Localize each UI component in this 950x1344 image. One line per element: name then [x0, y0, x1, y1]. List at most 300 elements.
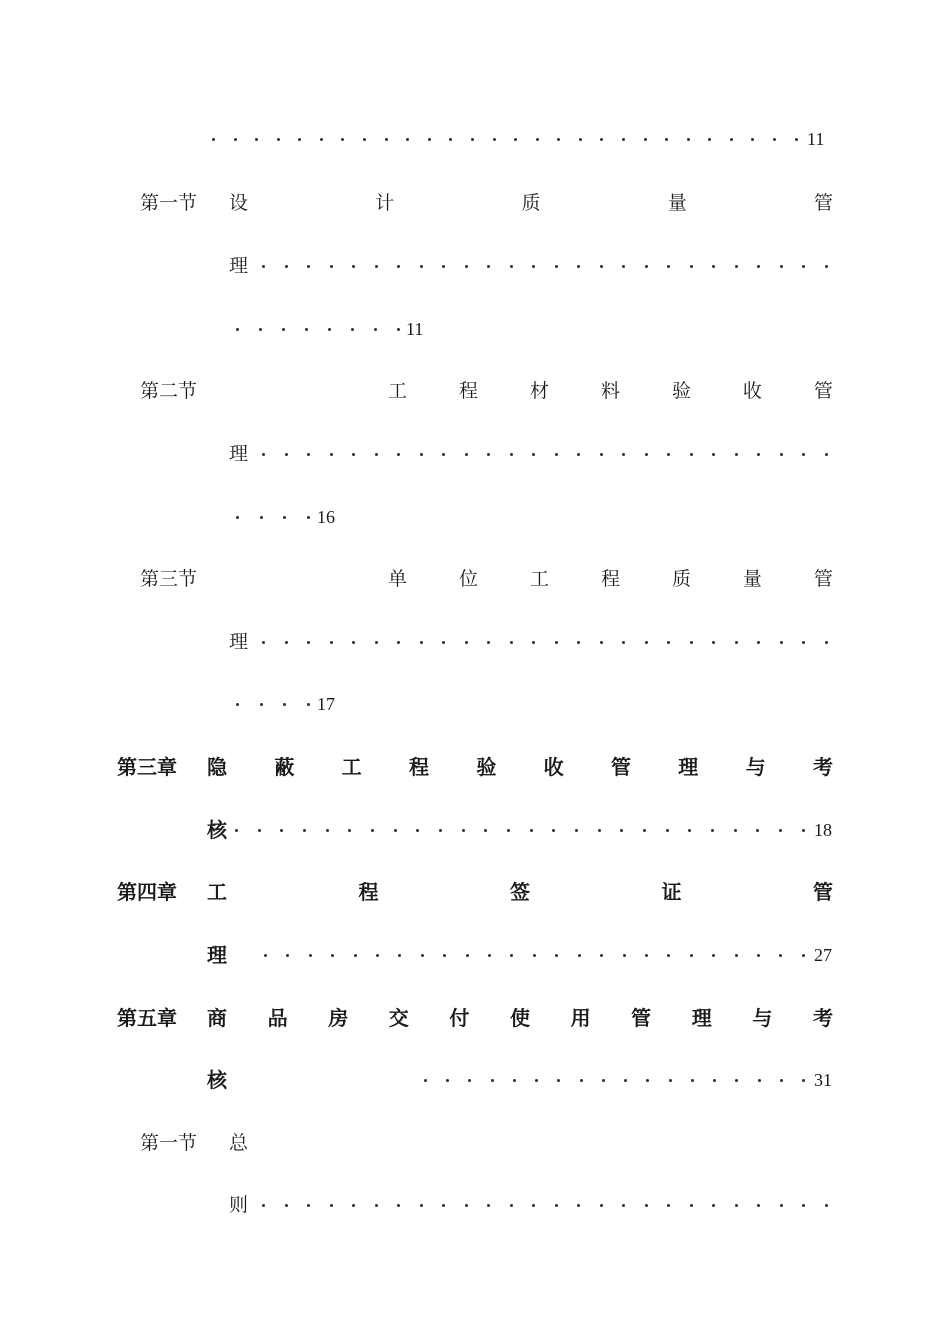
leader-dot	[688, 829, 691, 832]
page-number: 18	[814, 820, 832, 840]
title-continuation: 理	[207, 943, 227, 967]
leader-dot	[645, 453, 648, 456]
leader-dot	[442, 453, 445, 456]
title-char: 设	[229, 192, 249, 214]
leader-dot	[780, 1079, 783, 1082]
title-char: 料	[600, 380, 620, 402]
title-continuation: 核	[207, 1068, 227, 1092]
leader-dot	[493, 138, 496, 141]
leader-dot	[420, 453, 423, 456]
leader-dot	[622, 265, 625, 268]
leader-dot	[309, 954, 312, 957]
title-char: 位	[458, 568, 478, 590]
leader-dot	[376, 954, 379, 957]
leader-dot	[802, 265, 805, 268]
page-number: 31	[814, 1070, 832, 1090]
leader-dot	[690, 954, 693, 957]
leader-dot	[449, 138, 452, 141]
leader-dot	[487, 1204, 490, 1207]
page-number: 27	[814, 945, 832, 965]
leader-dot	[579, 138, 582, 141]
leader-dot	[666, 829, 669, 832]
title-char: 商	[207, 1006, 227, 1030]
dot-leader	[424, 1065, 805, 1095]
leader-dot	[577, 1204, 580, 1207]
leader-dot	[259, 328, 262, 331]
leader-dot	[600, 453, 603, 456]
title-char: 程	[458, 380, 478, 402]
leader-dot	[645, 954, 648, 957]
leader-dot	[262, 453, 265, 456]
leader-dot	[667, 265, 670, 268]
leader-dot	[735, 265, 738, 268]
leader-dot	[375, 1204, 378, 1207]
leader-dot	[282, 328, 285, 331]
title-char: 蔽	[274, 755, 295, 779]
leader-dot	[802, 641, 805, 644]
leader-dot	[598, 829, 601, 832]
title-char: 单	[388, 568, 408, 590]
leader-dot	[645, 1204, 648, 1207]
leader-dot	[262, 641, 265, 644]
title-char: 质	[521, 192, 541, 214]
leader-dot	[758, 1079, 761, 1082]
leader-dot	[442, 265, 445, 268]
leader-dot	[578, 954, 581, 957]
leader-dot	[307, 516, 310, 519]
leader-dot	[643, 829, 646, 832]
leader-dot	[421, 954, 424, 957]
leader-dot	[416, 829, 419, 832]
leader-dot	[446, 1079, 449, 1082]
title-char: 管	[813, 192, 833, 214]
leader-dot	[462, 829, 465, 832]
title-char: 验	[671, 380, 691, 402]
leader-dot	[352, 265, 355, 268]
leader-dot	[665, 138, 668, 141]
leader-dot	[286, 954, 289, 957]
leader-dot	[555, 1204, 558, 1207]
leader-dot	[234, 138, 237, 141]
leader-dot	[420, 1204, 423, 1207]
chapter-title	[207, 752, 833, 782]
title-char: 材	[529, 380, 549, 402]
chapter-label: 第三章	[117, 755, 177, 779]
leader-dot	[580, 1079, 583, 1082]
dot-leader	[212, 124, 798, 154]
leader-dot	[255, 138, 258, 141]
leader-dot	[491, 1079, 494, 1082]
title-char: 质	[671, 568, 691, 590]
leader-dot	[212, 138, 215, 141]
title-char: 与	[745, 755, 766, 779]
title-char: 与	[752, 1006, 773, 1030]
leader-dot	[465, 265, 468, 268]
leader-dot	[260, 703, 263, 706]
leader-dot	[348, 829, 351, 832]
title-char: 管	[813, 380, 833, 402]
leader-dot	[280, 829, 283, 832]
leader-dot	[623, 954, 626, 957]
leader-dot	[330, 265, 333, 268]
leader-dot	[535, 1079, 538, 1082]
title-char: 量	[742, 568, 762, 590]
section-title	[229, 188, 833, 218]
leader-dot	[802, 1079, 805, 1082]
leader-dot	[600, 954, 603, 957]
leader-dot	[307, 453, 310, 456]
title-char: 考	[812, 755, 833, 779]
dot-leader	[262, 627, 828, 657]
leader-dot	[530, 829, 533, 832]
leader-dot	[510, 954, 513, 957]
section-title-char: 总	[229, 1132, 249, 1154]
leader-dot	[374, 328, 377, 331]
leader-dot	[735, 1079, 738, 1082]
section-label: 第一节	[140, 1132, 198, 1154]
title-char: 工	[341, 755, 362, 779]
title-continuation: 理	[229, 443, 249, 465]
leader-dot	[735, 641, 738, 644]
title-char: 管	[813, 880, 833, 904]
dot-leader	[236, 502, 310, 532]
leader-dot	[825, 641, 828, 644]
leader-dot	[283, 516, 286, 519]
leader-dot	[262, 1204, 265, 1207]
leader-dot	[600, 265, 603, 268]
leader-dot	[375, 641, 378, 644]
title-char: 收	[543, 755, 564, 779]
leader-dot	[326, 829, 329, 832]
chapter-label: 第五章	[117, 1006, 177, 1030]
leader-dot	[420, 265, 423, 268]
leader-dot	[600, 641, 603, 644]
leader-dot	[487, 641, 490, 644]
leader-dot	[667, 954, 670, 957]
leader-dot	[690, 265, 693, 268]
leader-dot	[622, 641, 625, 644]
leader-dot	[646, 1079, 649, 1082]
leader-dot	[712, 954, 715, 957]
leader-dot	[757, 453, 760, 456]
section-label: 第三节	[140, 568, 198, 590]
leader-dot	[600, 138, 603, 141]
leader-dot	[406, 138, 409, 141]
leader-dot	[773, 138, 776, 141]
leader-dot	[757, 265, 760, 268]
title-char: 证	[661, 880, 682, 904]
leader-dot	[442, 1204, 445, 1207]
section-title	[388, 564, 833, 594]
leader-dot	[330, 641, 333, 644]
leader-dot	[756, 829, 759, 832]
leader-dot	[645, 641, 648, 644]
leader-dot	[825, 265, 828, 268]
title-char: 付	[449, 1006, 470, 1030]
page-number: 11	[807, 129, 825, 149]
title-char: 管	[610, 755, 631, 779]
leader-dot	[424, 1079, 427, 1082]
title-char: 验	[476, 755, 497, 779]
leader-dot	[795, 138, 798, 141]
leader-dot	[439, 829, 442, 832]
leader-dot	[690, 641, 693, 644]
title-char: 房	[328, 1006, 349, 1030]
section-title	[388, 376, 833, 406]
leader-dot	[802, 829, 805, 832]
page-number: 17	[317, 694, 335, 714]
title-char: 工	[388, 380, 408, 402]
leader-dot	[260, 516, 263, 519]
dot-leader	[264, 940, 805, 970]
leader-dot	[262, 265, 265, 268]
leader-dot	[532, 641, 535, 644]
title-char: 考	[812, 1006, 833, 1030]
leader-dot	[779, 829, 782, 832]
title-char: 理	[678, 755, 699, 779]
leader-dot	[283, 703, 286, 706]
leader-dot	[751, 138, 754, 141]
leader-dot	[624, 1079, 627, 1082]
leader-dot	[712, 641, 715, 644]
leader-dot	[555, 265, 558, 268]
leader-dot	[825, 1204, 828, 1207]
leader-dot	[371, 829, 374, 832]
leader-dot	[352, 453, 355, 456]
leader-dot	[730, 138, 733, 141]
title-continuation: 核	[207, 818, 227, 842]
leader-dot	[802, 954, 805, 957]
leader-dot	[285, 453, 288, 456]
leader-dot	[351, 328, 354, 331]
dot-leader	[262, 1190, 828, 1220]
leader-dot	[711, 829, 714, 832]
leader-dot	[352, 1204, 355, 1207]
leader-dot	[375, 453, 378, 456]
title-char: 签	[510, 880, 530, 904]
title-char: 程	[358, 880, 379, 904]
title-continuation: 则	[229, 1194, 249, 1216]
leader-dot	[398, 954, 401, 957]
leader-dot	[802, 1204, 805, 1207]
title-char: 计	[375, 192, 395, 214]
leader-dot	[285, 265, 288, 268]
leader-dot	[487, 265, 490, 268]
dot-leader	[262, 439, 828, 469]
leader-dot	[488, 954, 491, 957]
title-char: 量	[667, 192, 687, 214]
leader-dot	[465, 453, 468, 456]
chapter-title	[207, 1003, 833, 1033]
leader-dot	[264, 954, 267, 957]
title-char: 交	[388, 1006, 409, 1030]
leader-dot	[622, 1204, 625, 1207]
leader-dot	[363, 138, 366, 141]
leader-dot	[397, 453, 400, 456]
leader-dot	[667, 641, 670, 644]
leader-dot	[532, 265, 535, 268]
leader-dot	[780, 265, 783, 268]
leader-dot	[307, 641, 310, 644]
title-char: 程	[408, 755, 429, 779]
leader-dot	[442, 641, 445, 644]
leader-dot	[825, 453, 828, 456]
leader-dot	[669, 1079, 672, 1082]
leader-dot	[307, 703, 310, 706]
leader-dot	[687, 138, 690, 141]
leader-dot	[320, 138, 323, 141]
title-char: 收	[742, 380, 762, 402]
page-number: 11	[406, 319, 424, 339]
leader-dot	[712, 453, 715, 456]
title-char: 用	[570, 1006, 591, 1030]
leader-dot	[305, 328, 308, 331]
leader-dot	[735, 1204, 738, 1207]
leader-dot	[644, 138, 647, 141]
leader-dot	[557, 138, 560, 141]
dot-leader	[236, 689, 310, 719]
leader-dot	[235, 829, 238, 832]
title-char: 管	[813, 568, 833, 590]
leader-dot	[307, 1204, 310, 1207]
leader-dot	[397, 1204, 400, 1207]
dot-leader	[262, 251, 828, 281]
leader-dot	[397, 265, 400, 268]
leader-dot	[465, 641, 468, 644]
title-char: 品	[267, 1006, 288, 1030]
leader-dot	[307, 265, 310, 268]
section-label: 第二节	[140, 380, 198, 402]
leader-dot	[330, 453, 333, 456]
title-continuation: 理	[229, 255, 249, 277]
leader-dot	[667, 453, 670, 456]
leader-dot	[466, 954, 469, 957]
leader-dot	[555, 641, 558, 644]
leader-dot	[690, 1204, 693, 1207]
leader-dot	[555, 954, 558, 957]
leader-dot	[757, 641, 760, 644]
leader-dot	[397, 641, 400, 644]
leader-dot	[622, 453, 625, 456]
leader-dot	[577, 453, 580, 456]
leader-dot	[298, 138, 301, 141]
leader-dot	[757, 1204, 760, 1207]
leader-dot	[328, 328, 331, 331]
title-char: 工	[529, 568, 549, 590]
leader-dot	[465, 1204, 468, 1207]
leader-dot	[622, 138, 625, 141]
leader-dot	[514, 138, 517, 141]
leader-dot	[510, 1204, 513, 1207]
leader-dot	[258, 829, 261, 832]
leader-dot	[532, 1204, 535, 1207]
leader-dot	[802, 453, 805, 456]
page-number: 16	[317, 507, 335, 527]
chapter-label: 第四章	[117, 880, 177, 904]
leader-dot	[533, 954, 536, 957]
leader-dot	[735, 954, 738, 957]
leader-dot	[341, 138, 344, 141]
leader-dot	[575, 829, 578, 832]
leader-dot	[557, 1079, 560, 1082]
leader-dot	[510, 641, 513, 644]
section-label: 第一节	[140, 192, 198, 214]
title-char: 程	[600, 568, 620, 590]
leader-dot	[428, 138, 431, 141]
leader-dot	[471, 138, 474, 141]
leader-dot	[468, 1079, 471, 1082]
leader-dot	[236, 516, 239, 519]
leader-dot	[532, 453, 535, 456]
leader-dot	[487, 453, 490, 456]
leader-dot	[385, 138, 388, 141]
leader-dot	[536, 138, 539, 141]
leader-dot	[552, 829, 555, 832]
title-char: 工	[207, 880, 227, 904]
leader-dot	[780, 641, 783, 644]
leader-dot	[375, 265, 378, 268]
leader-dot	[236, 703, 239, 706]
leader-dot	[394, 829, 397, 832]
leader-dot	[600, 1204, 603, 1207]
leader-dot	[236, 328, 239, 331]
leader-dot	[354, 954, 357, 957]
title-char: 使	[509, 1006, 530, 1030]
leader-dot	[712, 1204, 715, 1207]
leader-dot	[510, 265, 513, 268]
title-char: 理	[691, 1006, 712, 1030]
leader-dot	[513, 1079, 516, 1082]
leader-dot	[691, 1079, 694, 1082]
leader-dot	[734, 829, 737, 832]
title-continuation: 理	[229, 631, 249, 653]
chapter-title	[207, 877, 833, 907]
leader-dot	[602, 1079, 605, 1082]
leader-dot	[555, 453, 558, 456]
leader-dot	[779, 954, 782, 957]
leader-dot	[712, 265, 715, 268]
leader-dot	[277, 138, 280, 141]
leader-dot	[620, 829, 623, 832]
leader-dot	[645, 265, 648, 268]
leader-dot	[667, 1204, 670, 1207]
leader-dot	[577, 641, 580, 644]
leader-dot	[484, 829, 487, 832]
leader-dot	[780, 1204, 783, 1207]
leader-dot	[735, 453, 738, 456]
leader-dot	[443, 954, 446, 957]
leader-dot	[708, 138, 711, 141]
leader-dot	[331, 954, 334, 957]
leader-dot	[713, 1079, 716, 1082]
leader-dot	[577, 265, 580, 268]
dot-leader	[236, 314, 400, 344]
dot-leader	[235, 815, 805, 845]
leader-dot	[397, 328, 400, 331]
leader-dot	[352, 641, 355, 644]
leader-dot	[303, 829, 306, 832]
leader-dot	[330, 1204, 333, 1207]
leader-dot	[780, 453, 783, 456]
leader-dot	[285, 641, 288, 644]
leader-dot	[690, 453, 693, 456]
leader-dot	[510, 453, 513, 456]
leader-dot	[507, 829, 510, 832]
title-char: 隐	[207, 755, 227, 779]
leader-dot	[285, 1204, 288, 1207]
title-char: 管	[631, 1006, 652, 1030]
leader-dot	[420, 641, 423, 644]
